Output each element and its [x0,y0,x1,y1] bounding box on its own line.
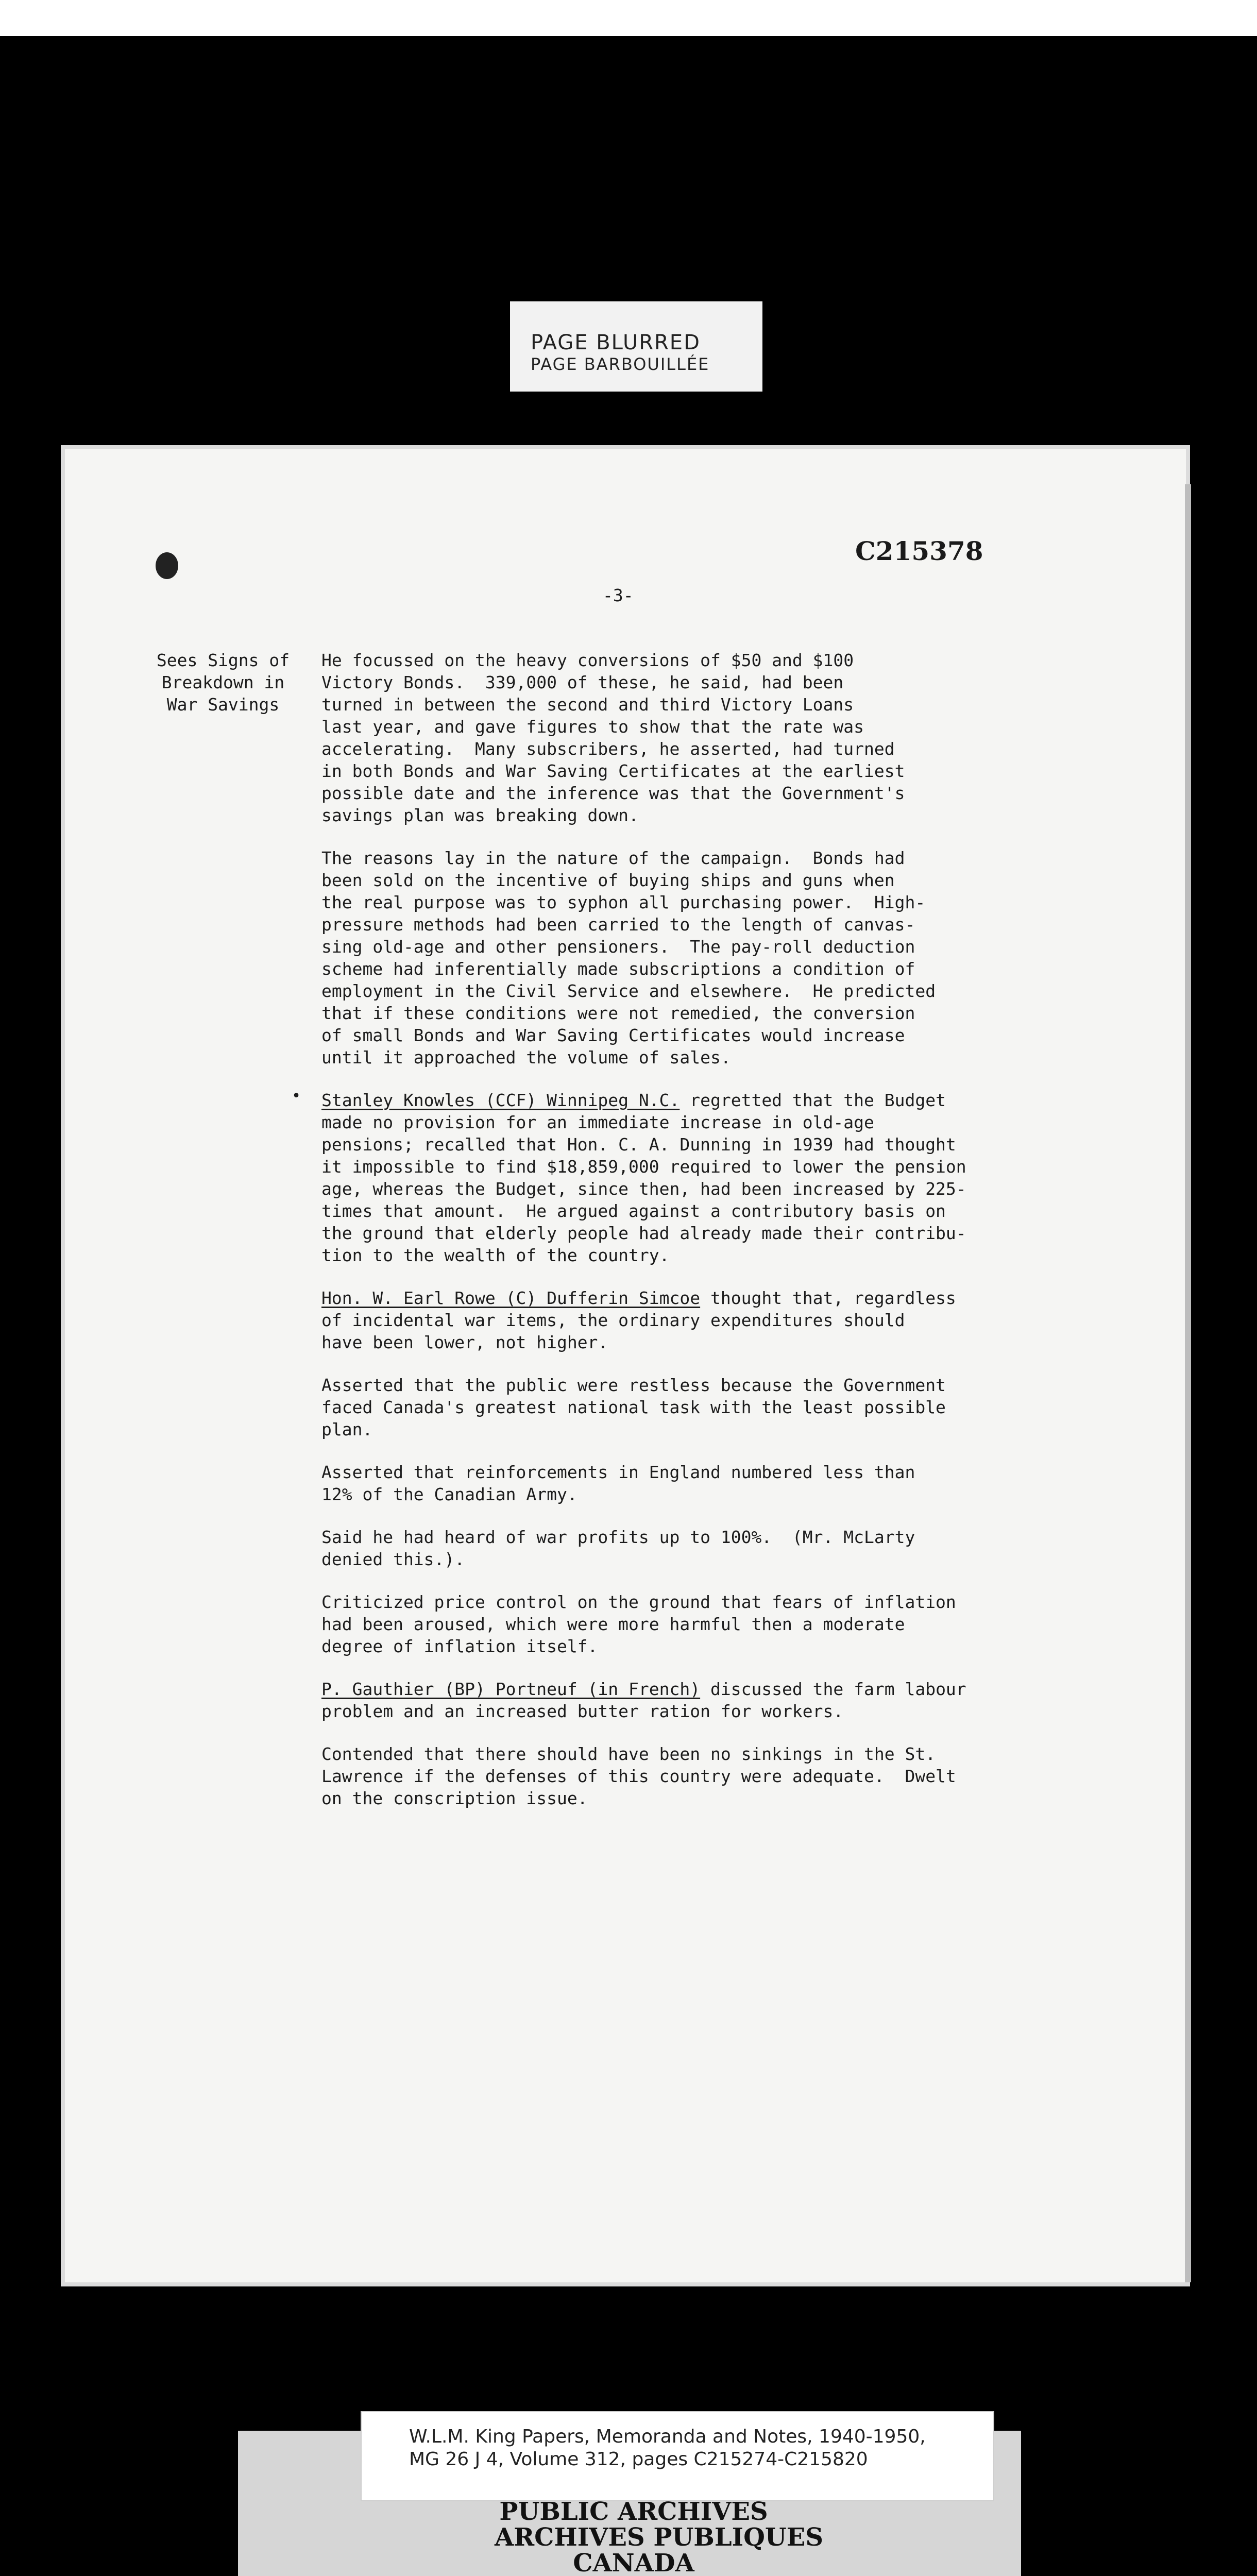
text-line: The reasons lay in the nature of the campaign. Bonds had [321,848,905,868]
text-line-rest: thought that, regardless [700,1288,956,1308]
citation-card [361,2411,994,2501]
text-line: the real purpose was to syphon all purchasing power. High- [321,892,926,912]
text-line: Said he had heard of war profits up to 100%. (Mr. McLarty [321,1527,915,1547]
document-stamp: C215378 [855,536,983,566]
paragraph [321,1678,1166,1722]
paragraph [321,649,1166,826]
paragraph [321,847,1166,1069]
text-line: of small Bonds and War Saving Certificates would increase [321,1025,905,1045]
text-line: possible date and the inference was that the Government's [321,783,905,803]
paragraph [321,1461,1166,1505]
text-line: times that amount. He argued against a contributory basis on [321,1201,946,1221]
paragraph [321,1526,1166,1570]
text-line: age, whereas the Budget, since then, had been increased by 225- [321,1179,966,1199]
citation-line: MG 26 J 4, Volume 312, pages C215274-C215820 [409,2449,868,2470]
text-line: He focussed on the heavy conversions of $50 and $100 [321,650,854,670]
speaker-name: Stanley Knowles (CCF) Winnipeg N.C. [321,1090,680,1110]
text-line: last year, and gave figures to show that the rate was [321,717,864,737]
text-line: have been lower, not higher. [321,1332,608,1352]
text-line-rest: discussed the farm labour [700,1679,966,1699]
paragraph [321,1089,1166,1266]
text-line: Victory Bonds. 339,000 of these, he said, had been [321,672,844,692]
text-line: sing old-age and other pensioners. The pay-roll deduction [321,937,915,957]
text-line: problem and an increased butter ration for workers. [321,1701,844,1721]
text-line: had been aroused, which were more harmful then a moderate [321,1614,905,1634]
paragraph [321,1287,1166,1353]
margin-note-line: Breakdown in [161,672,285,692]
archives-label [495,2497,823,2576]
page-number: -3- [603,585,634,605]
text-line: plan. [321,1419,373,1439]
margin-note-line: War Savings [166,694,280,715]
body-text [321,649,1166,1830]
text-line: pressure methods had been carried to the length of canvas- [321,914,915,935]
text-line: Criticized price control on the ground that fears of inflation [321,1592,956,1612]
page-edge-shadow [1185,484,1191,2282]
archives-line: CANADA [573,2549,694,2576]
punch-hole [156,552,178,579]
margin-note-line: Sees Signs of [156,650,290,670]
text-line: been sold on the incentive of buying ships and guns when [321,870,895,890]
citation-line: W.L.M. King Papers, Memoranda and Notes, 1940-1950, [409,2426,926,2447]
text-line: savings plan was breaking down. [321,805,639,825]
archives-line: ARCHIVES PUBLIQUES [495,2523,823,2552]
text-line: employment in the Civil Service and elsewhere. He predicted [321,981,936,1001]
blur-label-line1: PAGE BLURRED [531,331,701,354]
speaker-name: P. Gauthier (BP) Portneuf (in French) [321,1679,701,1699]
text-line: on the conscription issue. [321,1788,588,1808]
paragraph [321,1374,1166,1440]
text-line: it impossible to find $18,859,000 required to lower the pension [321,1157,966,1177]
text-line: until it approached the volume of sales. [321,1047,731,1067]
text-line: of incidental war items, the ordinary expenditures should [321,1310,905,1330]
text-line: scheme had inferentially made subscriptions a condition of [321,959,915,979]
text-line-rest: regretted that the Budget [680,1090,946,1110]
text-line: in both Bonds and War Saving Certificates at the earliest [321,761,905,781]
text-line [321,1678,1166,1700]
bullet-mark: • [292,1087,301,1105]
text-line: degree of inflation itself. [321,1636,598,1656]
text-line: the ground that elderly people had already made their contribu- [321,1223,966,1243]
archives-line: PUBLIC ARCHIVES [499,2497,768,2526]
text-line: faced Canada's greatest national task with the least possible [321,1397,946,1417]
paragraph [321,1743,1166,1809]
paragraph [321,1591,1166,1657]
text-line: Asserted that the public were restless because the Government [321,1375,946,1395]
text-line [321,1287,1166,1309]
text-line: denied this.). [321,1549,465,1569]
page-blurred-label [510,301,762,392]
text-line: pensions; recalled that Hon. C. A. Dunning in 1939 had thought [321,1134,956,1155]
text-line: that if these conditions were not remedied, the conversion [321,1003,915,1023]
text-line: made no provision for an immediate increase in old-age [321,1112,874,1132]
text-line [321,1089,1166,1111]
text-line: Lawrence if the defenses of this country were adequate. Dwelt [321,1766,956,1786]
text-line: 12% of the Canadian Army. [321,1484,577,1504]
text-line: Contended that there should have been no sinkings in the St. [321,1744,936,1764]
speaker-name: Hon. W. Earl Rowe (C) Dufferin Simcoe [321,1288,701,1308]
margin-note [138,649,308,716]
text-line: tion to the wealth of the country. [321,1245,670,1265]
text-line: turned in between the second and third Victory Loans [321,694,854,715]
text-line: Asserted that reinforcements in England numbered less than [321,1462,915,1482]
blur-label-line2: PAGE BARBOUILLÉE [531,354,710,374]
text-line: accelerating. Many subscribers, he asserted, had turned [321,739,895,759]
